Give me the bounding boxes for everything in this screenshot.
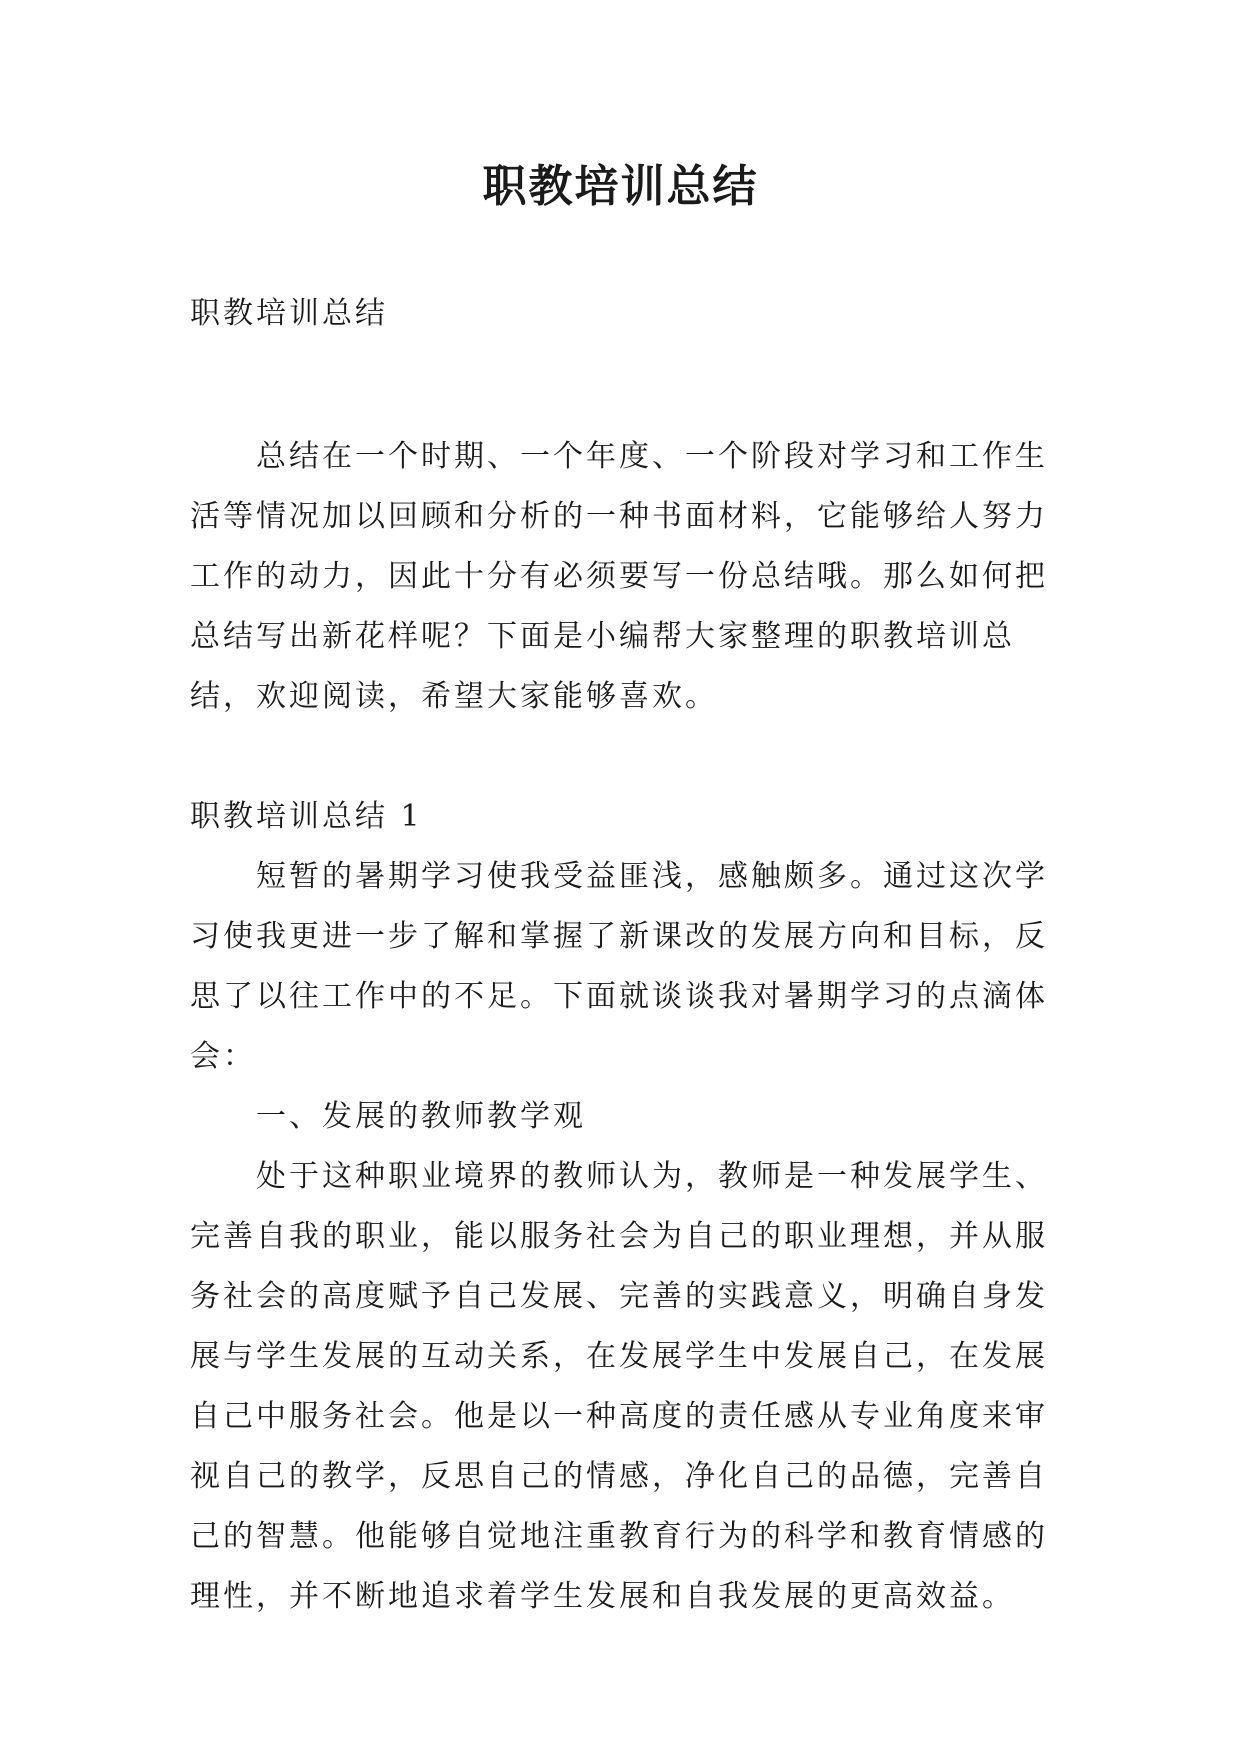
intro-line: 结，欢迎阅读，希望大家能够喜欢。 [190, 679, 718, 714]
body-line: 完善自我的职业，能以服务社会为自己的职业理想，并从服 [190, 1219, 1048, 1254]
intro-line: 总结写出新花样呢？下面是小编帮大家整理的职教培训总 [190, 619, 1015, 654]
body-line: 自己中服务社会。他是以一种高度的责任感从专业角度来审 [190, 1399, 1048, 1434]
intro-paragraph [190, 427, 1070, 727]
body-line: 展与学生发展的互动关系，在发展学生中发展自己，在发展 [190, 1339, 1048, 1374]
section-line: 会： [190, 1039, 256, 1074]
section-heading: 职教培训总结 1 [190, 799, 423, 834]
body-line: 处于这种职业境界的教师认为，教师是一种发展学生、 [256, 1159, 1048, 1194]
document-title: 职教培训总结 [482, 161, 759, 212]
subheading: 一、发展的教师教学观 [256, 1099, 586, 1134]
document-subtitle: 职教培训总结 [190, 296, 388, 331]
body-line: 己的智慧。他能够自觉地注重教育行为的科学和教育情感的 [190, 1519, 1048, 1554]
body-line: 视自己的教学，反思自己的情感，净化自己的品德，完善自 [190, 1459, 1048, 1494]
intro-line: 活等情况加以回顾和分析的一种书面材料，它能够给人努力 [190, 499, 1048, 534]
section-line: 思了以往工作中的不足。下面就谈谈我对暑期学习的点滴体 [190, 979, 1048, 1014]
section-line: 习使我更进一步了解和掌握了新课改的发展方向和目标，反 [190, 919, 1048, 954]
section-paragraph [190, 847, 1070, 1087]
section-line: 短暂的暑期学习使我受益匪浅，感触颇多。通过这次学 [256, 859, 1048, 894]
body-paragraph [190, 1147, 1070, 1627]
blank-line [190, 727, 1070, 787]
body-line: 理性，并不断地追求着学生发展和自我发展的更高效益。 [190, 1579, 1015, 1614]
document-body [190, 284, 1070, 1627]
body-line: 务社会的高度赋予自己发展、完善的实践意义，明确自身发 [190, 1279, 1048, 1314]
blank-line [190, 344, 1070, 404]
intro-line: 工作的动力，因此十分有必须要写一份总结哦。那么如何把 [190, 559, 1048, 594]
intro-line: 总结在一个时期、一个年度、一个阶段对学习和工作生 [256, 439, 1048, 474]
